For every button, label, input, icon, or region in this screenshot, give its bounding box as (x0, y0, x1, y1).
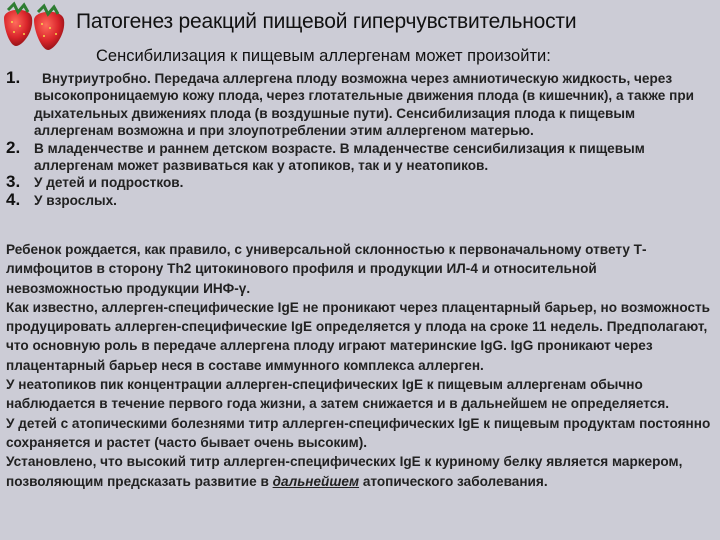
slide-title: Патогенез реакций пищевой гиперчувствительности (76, 10, 577, 33)
strawberry-image (0, 0, 70, 56)
list-number: 3. (6, 172, 21, 192)
list-text: Внутриутробно. Передача аллергена плоду возможна через амниотическую жидкость, через высокопроницаемую кожу плода, через глотательные движения плода (в кишечник), а также при дыхательных движениях плода (в воздушные пути). Сенсибилизация плода к пищевым аллергенам возможна и при злоупотреблении этим аллергеном матерью. (34, 71, 694, 139)
paragraph-text: атопического заболевания. (362, 473, 548, 489)
list-item (0, 174, 720, 191)
body-text (6, 240, 716, 491)
list-number: 4. (6, 189, 21, 209)
list-number: 2. (6, 137, 21, 157)
list-item (0, 70, 720, 140)
paragraph: У неатопиков пик концентрации аллерген-специфических IgE к пищевым аллергенам обычно наблюдается в течение первого года жизни, а затем снижается и в дальнейшем не определяется. (6, 377, 670, 412)
paragraph: Как известно, аллерген-специфические IgE не проникают через плацентарный барьер, но возможность продуцировать аллерген-специфические IgE определяется у плода на сроке 11 недель. Предполагают, что основную роль в передаче аллергена плоду играют материнские IgG. IgG проникают через плацентарный барьер неся в составе иммунного комплекса аллерген. (6, 299, 711, 373)
list-text: В младенчестве и раннем детском возрасте. В младенчестве сенсибилизация к пищевым аллергенам может развиваться как у атопиков, так и у неатопиков. (34, 140, 645, 174)
list-item (0, 189, 720, 209)
paragraph: Ребенок рождается, как правило, с универсальной склонностью к первоначальному ответу Т-лимфоцитов в сторону Th2 цитокинового профиля и продукции ИЛ-4 и относительной невозможностью продукции ИНФ-γ. (6, 242, 647, 296)
paragraph-last (6, 452, 716, 491)
slide-subtitle: Сенсибилизация к пищевым аллергенам может произойти: (96, 47, 551, 65)
list-text: У детей и подростков. (34, 175, 184, 191)
list-item (0, 137, 720, 175)
emphasis-text: дальнейшем (272, 473, 360, 489)
sensitization-list (0, 70, 720, 209)
paragraph: У детей с атопическими болезнями титр аллерген-специфических IgE к пищевым продуктам постоянно сохраняется и растет (часто бывает очень высоким). (6, 415, 711, 450)
list-text: У взрослых. (34, 192, 117, 208)
paragraph-text: Установлено, что высокий титр аллерген-специфических IgE к куриному белку является маркером, позволяющим предсказать развитие в (6, 454, 683, 489)
list-number: 1. (6, 68, 21, 87)
